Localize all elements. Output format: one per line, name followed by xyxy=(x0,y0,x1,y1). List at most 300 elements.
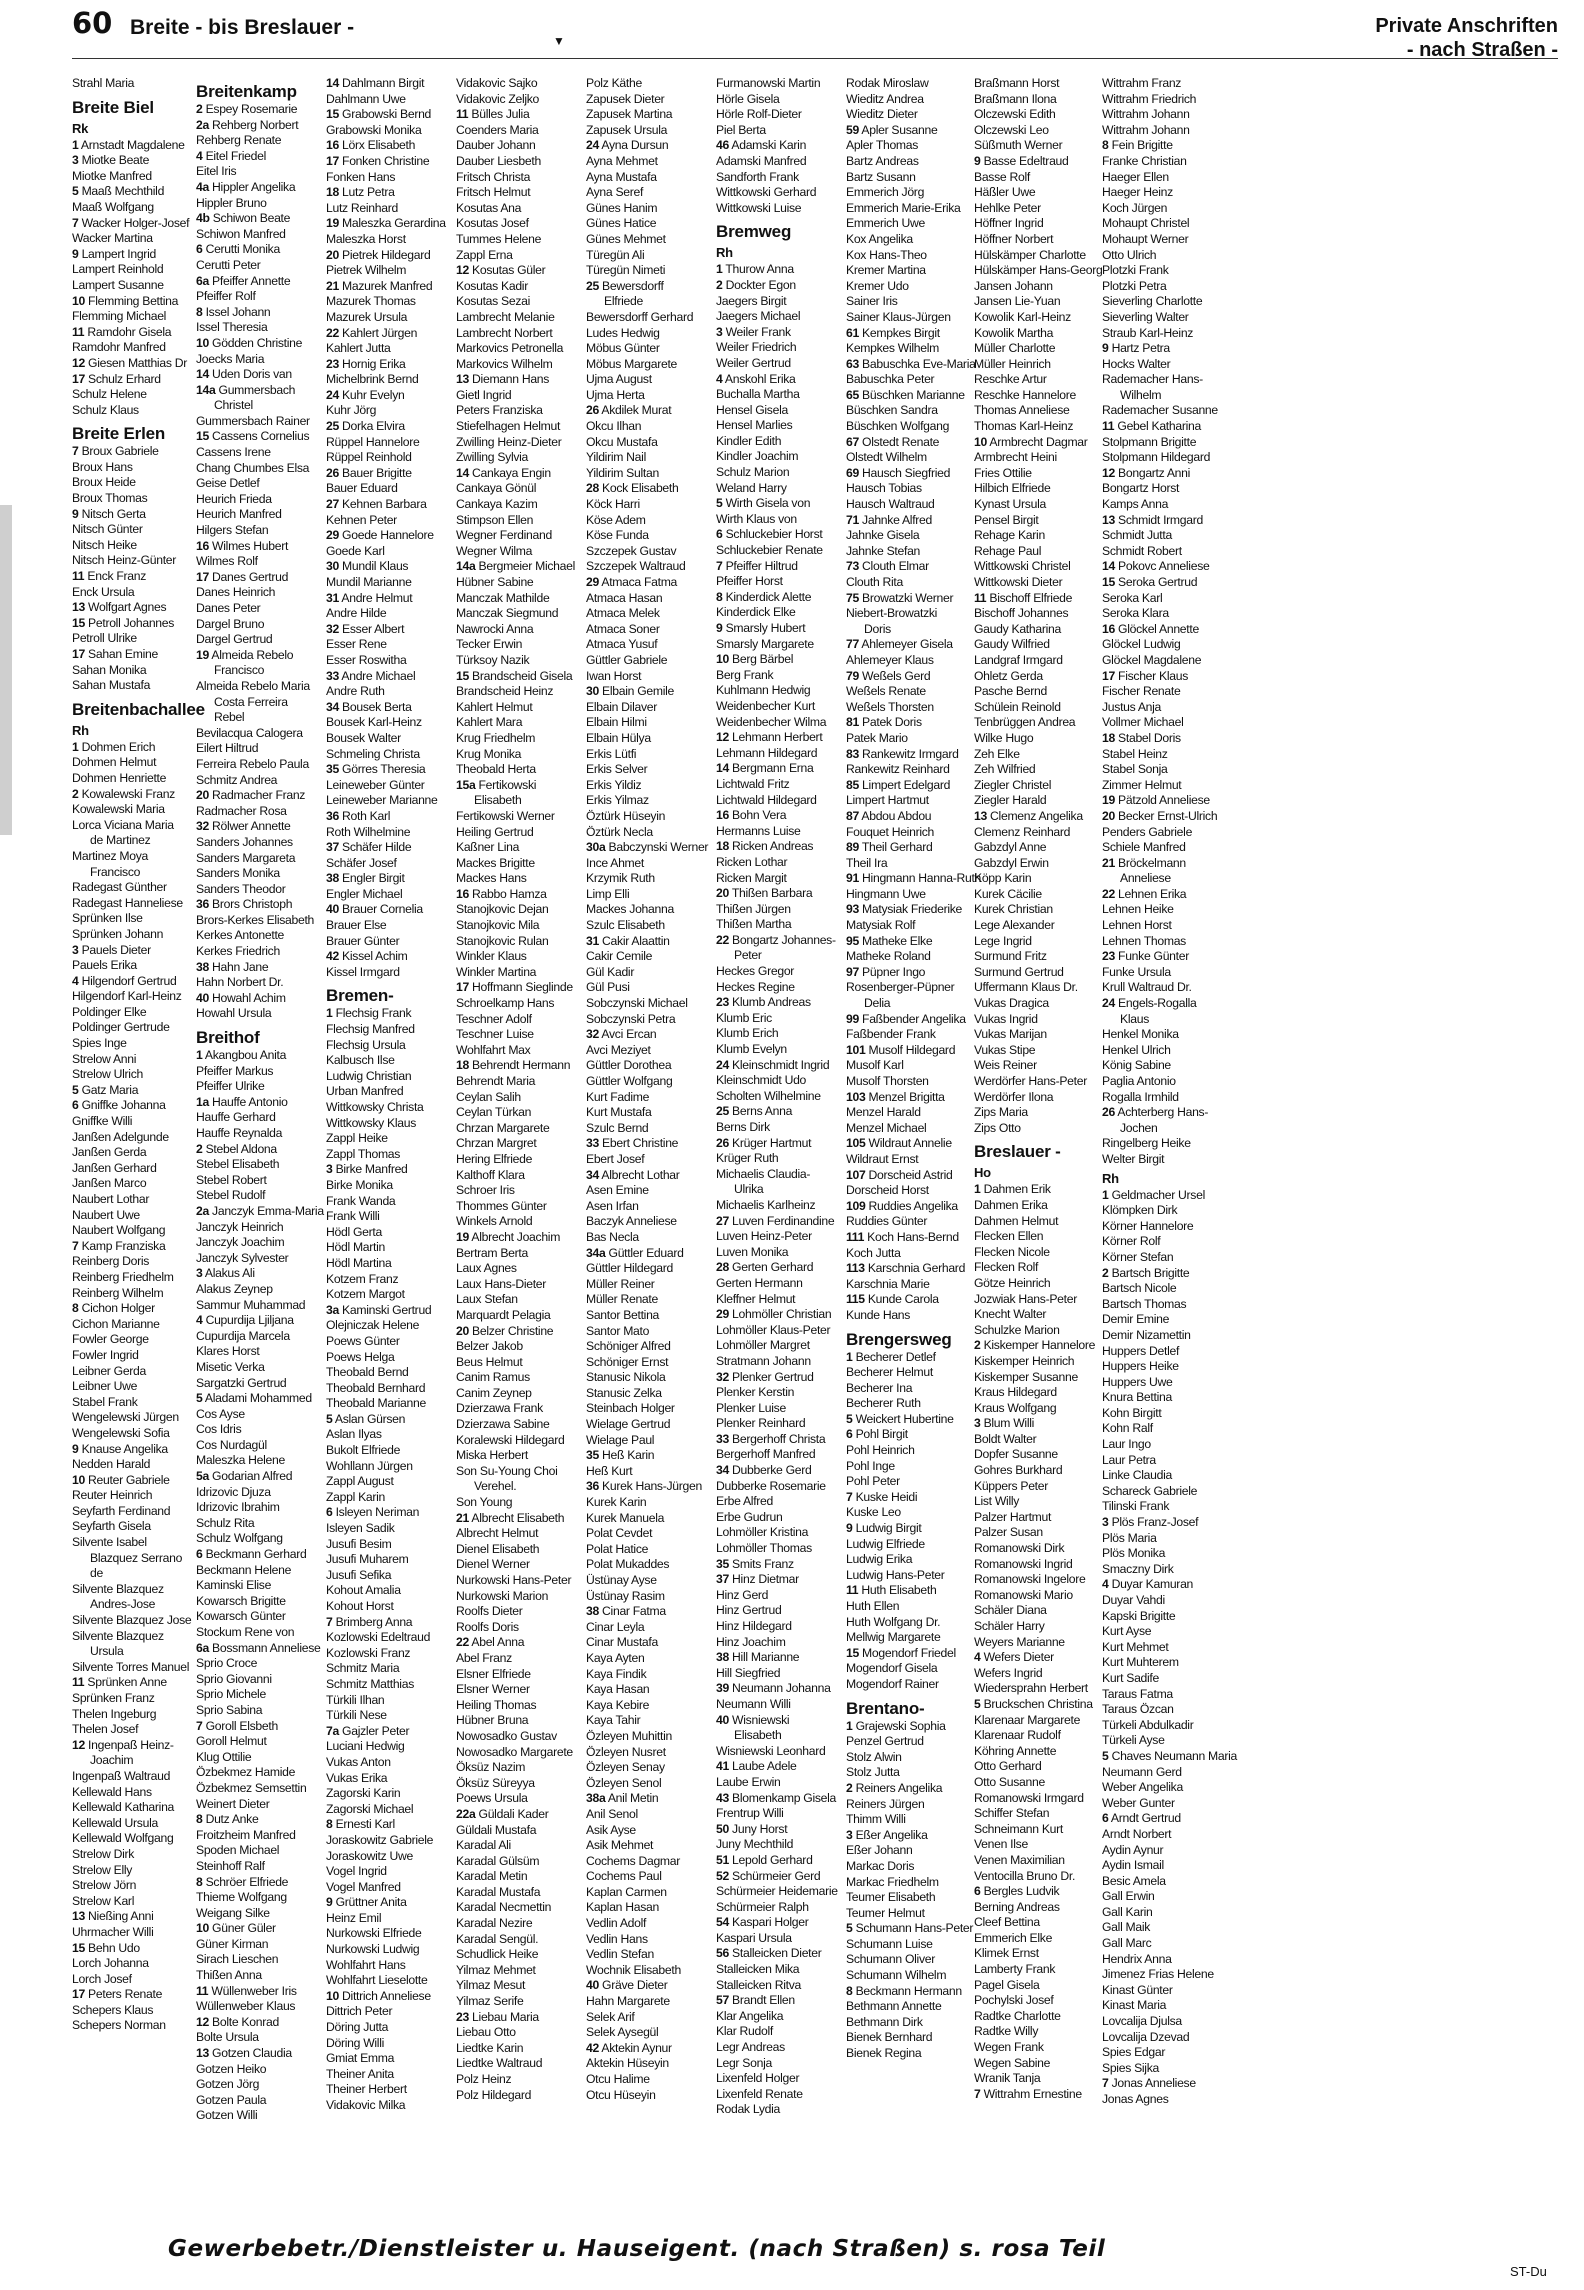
resident-entry: Hinz Hildegard xyxy=(716,1619,792,1633)
resident-entry: Radtke Willy xyxy=(974,2024,1039,2039)
resident-entry: Wefers Ingrid xyxy=(974,1665,1043,1680)
resident-entry: Janczyk Sylvester xyxy=(196,1250,289,1265)
resident-entry: Otto Susanne xyxy=(974,1774,1045,1789)
resident-entry: Kohout Horst xyxy=(326,1599,394,1613)
resident-entry: Mohaupt Werner xyxy=(1102,231,1189,246)
house-number: 12 xyxy=(716,730,729,745)
resident-entry: Zeh Elke xyxy=(974,746,1020,761)
resident-entry: 15 Mogendorf Friedel xyxy=(846,1645,956,1660)
resident-entry: Zips Maria xyxy=(974,1105,1028,1120)
house-number: 35 xyxy=(586,1448,599,1463)
resident-entry: Strelow Elly xyxy=(72,1862,133,1877)
resident-entry: Schöniger Alfred xyxy=(586,1339,671,1354)
arrow-down-icon: ▼ xyxy=(553,34,565,48)
resident-entry: Mackes Johanna xyxy=(586,902,674,917)
house-number: 79 xyxy=(846,668,859,683)
resident-entry: Bousek Walter xyxy=(326,730,401,745)
resident-entry: Nowosadko Gustav xyxy=(456,1728,557,1743)
resident-entry: Manczak Siegmund xyxy=(456,606,559,621)
resident-entry: Dahmen Helmut xyxy=(974,1213,1059,1228)
resident-entry: Basse Rolf xyxy=(974,169,1030,184)
resident-entry: Kahlert Mara xyxy=(456,715,523,730)
resident-entry: Hödl Gerta xyxy=(326,1224,382,1239)
resident-entry: Eßer Johann xyxy=(846,1843,913,1858)
resident-entry: Hermanns Luise xyxy=(716,823,801,838)
resident-entry: 10 Armbrecht Dagmar xyxy=(974,434,1088,449)
resident-entry: Markovics Wilhelm xyxy=(456,356,553,371)
resident-entry: Ayna Mustafa xyxy=(586,169,657,184)
resident-entry: Roolfs Dieter xyxy=(456,1604,523,1619)
resident-entry: Flecken Rolf xyxy=(974,1260,1039,1275)
resident-entry: Zappl Karin xyxy=(326,1489,386,1504)
district-code: Ho xyxy=(974,1165,991,1181)
house-number: 26 xyxy=(586,403,599,418)
resident-entry: Lohmöller Thomas xyxy=(716,1541,812,1556)
house-number: 4 xyxy=(974,1650,981,1665)
entry-continuation: Christel xyxy=(214,398,253,413)
resident-entry: Schudlick Heike xyxy=(456,1947,539,1962)
resident-entry: Wilke Hugo xyxy=(974,730,1034,745)
resident-entry: Klares Horst xyxy=(196,1344,260,1359)
resident-entry: Weßels Thorsten xyxy=(846,699,934,714)
house-number: 9 xyxy=(846,1521,853,1536)
resident-entry: Wielage Paul xyxy=(586,1432,655,1447)
resident-entry: Justus Anja xyxy=(1102,699,1162,714)
resident-entry: Jusufi Muharem xyxy=(326,1552,409,1567)
resident-entry: 14 Bergmann Erna xyxy=(716,761,814,776)
resident-entry: Wildraut Ernst xyxy=(846,1151,919,1166)
resident-entry: Hödl Martina xyxy=(326,1255,392,1270)
resident-entry: Stolz Jutta xyxy=(846,1765,900,1780)
house-number: 1a xyxy=(196,1094,209,1109)
resident-entry: Rehage Karin xyxy=(974,528,1045,543)
resident-entry: 17 Hoffmann Sieglinde xyxy=(456,980,573,995)
resident-entry: Krüger Ruth xyxy=(716,1151,779,1166)
resident-entry: Asen Irfan xyxy=(586,1198,639,1213)
resident-entry: 5 Maaß Mechthild xyxy=(72,184,165,199)
resident-entry: Kowalewski Maria xyxy=(72,802,165,817)
resident-entry: Ludwig Elfriede xyxy=(846,1536,925,1551)
resident-entry: 11 Gebel Katharina xyxy=(1102,419,1201,434)
resident-entry: Dauber Liesbeth xyxy=(456,153,541,168)
resident-entry: 4b Schiwon Beate xyxy=(196,211,291,226)
resident-entry: Kaya Kebire xyxy=(586,1697,650,1712)
resident-entry: Nowosadko Margarete xyxy=(456,1744,573,1759)
resident-entry: 34 Albrecht Lothar xyxy=(586,1167,680,1182)
house-number: 26 xyxy=(326,465,339,480)
resident-entry: Teumer Elisabeth xyxy=(846,1890,936,1905)
resident-entry: Günes Hatice xyxy=(586,216,657,231)
house-number: 5 xyxy=(326,1411,333,1426)
resident-entry: Haeger Ellen xyxy=(1102,169,1169,184)
resident-entry: Mackes Brigitte xyxy=(456,855,535,870)
house-number: 13 xyxy=(1102,512,1115,527)
resident-entry: Lorch Johanna xyxy=(72,1956,149,1971)
resident-entry: Iwan Horst xyxy=(586,668,642,683)
resident-entry: Janßen Adelgunde xyxy=(72,1129,169,1144)
resident-entry: Yilmaz Serife xyxy=(456,1994,524,2009)
resident-entry: Atmaca Hasan xyxy=(586,590,663,605)
resident-entry: Zapusek Ursula xyxy=(586,122,668,137)
resident-entry: Hingmann Uwe xyxy=(846,886,926,901)
resident-entry: 85 Limpert Edelgard xyxy=(846,777,951,792)
resident-entry: Alakus Zeynep xyxy=(196,1281,273,1296)
resident-entry: Son Young xyxy=(456,1495,513,1510)
resident-entry: Spoden Michael xyxy=(196,1843,280,1858)
resident-entry: Laux Stefan xyxy=(456,1292,518,1307)
resident-entry: Hülskämper Hans-Georg xyxy=(974,263,1103,278)
house-number: 34 xyxy=(326,699,339,714)
resident-entry: Canim Zeynep xyxy=(456,1385,532,1400)
house-number: 5 xyxy=(72,1082,79,1097)
house-number: 32 xyxy=(716,1369,729,1384)
resident-entry: Andre Ruth xyxy=(326,684,385,699)
resident-entry: Polz Hildegard xyxy=(456,2087,532,2102)
resident-entry: Sprio Michele xyxy=(196,1687,266,1702)
resident-entry: 11 Sprünken Anne xyxy=(72,1675,167,1690)
house-number: 83 xyxy=(846,746,859,761)
house-number: 16 xyxy=(1102,621,1115,636)
resident-entry: Stanusic Nikola xyxy=(586,1370,666,1385)
resident-entry: 15 Cassens Cornelius xyxy=(196,429,310,444)
house-number: 15 xyxy=(846,1645,859,1660)
resident-entry: 93 Matysiak Friederike xyxy=(846,902,963,917)
resident-entry: Stockum Rene von xyxy=(196,1625,295,1639)
house-number: 103 xyxy=(846,1089,866,1104)
resident-entry: Gall Erwin xyxy=(1102,1889,1155,1904)
resident-entry: Chrzan Margret xyxy=(456,1136,537,1151)
resident-entry: Pfeiffer Rolf xyxy=(196,289,256,304)
resident-entry: Ludwig Erika xyxy=(846,1552,913,1567)
house-number: 57 xyxy=(716,1993,729,2008)
resident-entry: 15a Fertikowski xyxy=(456,777,537,792)
resident-entry: Jansen Lie-Yuan xyxy=(974,294,1061,309)
house-number: 65 xyxy=(846,387,859,402)
house-number: 7 xyxy=(72,215,79,230)
house-number: 8 xyxy=(72,1301,79,1316)
house-number: 30a xyxy=(586,840,606,855)
resident-entry: Brauer Günter xyxy=(326,933,400,948)
house-number: 4 xyxy=(72,973,79,988)
house-number: 63 xyxy=(846,356,859,371)
resident-entry: Heurich Manfred xyxy=(196,507,282,522)
resident-entry: Hauffe Gerhard xyxy=(196,1110,276,1125)
resident-entry: 13 Clemenz Angelika xyxy=(974,808,1083,823)
resident-entry: Özbekmez Semsettin xyxy=(196,1780,307,1795)
resident-entry: Elbain Dilaver xyxy=(586,699,657,714)
resident-entry: Weyers Marianne xyxy=(974,1634,1065,1649)
resident-entry: Wochnik Elisabeth xyxy=(586,1962,681,1977)
resident-entry: 20 Radmacher Franz xyxy=(196,788,306,803)
resident-entry: Rosenberger-Püpner xyxy=(846,980,955,995)
entry-continuation: Elfriede xyxy=(604,294,643,309)
house-number: 1 xyxy=(846,1349,853,1364)
resident-entry: Fonken Hans xyxy=(326,169,396,184)
resident-entry: 19 Albrecht Joachim xyxy=(456,1229,561,1244)
listing-column xyxy=(974,76,1103,2206)
resident-entry: Süßmuth Werner xyxy=(974,138,1063,153)
resident-entry: 27 Kehnen Barbara xyxy=(326,497,427,512)
resident-entry: Kellewald Wolfgang xyxy=(72,1831,174,1846)
resident-entry: Henkel Monika xyxy=(1102,1027,1179,1042)
resident-entry: Lehnen Thomas xyxy=(1102,933,1186,948)
resident-entry: Venen Maximilian xyxy=(974,1852,1065,1867)
resident-entry: Michaelis Claudia- xyxy=(716,1166,811,1181)
resident-entry: 1 Thurow Anna xyxy=(716,262,794,277)
resident-entry: 81 Patek Doris xyxy=(846,715,922,730)
street-heading: Breithof xyxy=(196,1028,260,1048)
resident-entry: Stolpmann Brigitte xyxy=(1102,434,1197,449)
house-number: 17 xyxy=(1102,668,1115,683)
resident-entry: Theobald Bernd xyxy=(326,1365,409,1380)
resident-entry: Müller Charlotte xyxy=(974,341,1056,356)
resident-entry: Hörle Rolf-Dieter xyxy=(716,107,802,122)
resident-entry: 8 Beckmann Hermann xyxy=(846,1983,962,1998)
resident-entry: Beus Helmut xyxy=(456,1354,523,1369)
resident-entry: Schulz Marion xyxy=(716,465,790,480)
resident-entry: Avci Meziyet xyxy=(586,1042,651,1057)
resident-entry: 24 Kuhr Evelyn xyxy=(326,387,405,402)
resident-entry: 4 Hilgendorf Gertrud xyxy=(72,973,177,988)
resident-entry: Schulz Wolfgang xyxy=(196,1531,283,1546)
resident-entry: Kohout Amalia xyxy=(326,1583,401,1598)
resident-entry: Stimpson Ellen xyxy=(456,512,534,527)
resident-entry: Vidakovic Sajko xyxy=(456,76,538,90)
house-number: 6 xyxy=(974,1884,981,1899)
resident-entry: Vedlin Stefan xyxy=(586,1947,654,1962)
resident-entry: Kehnen Peter xyxy=(326,512,397,527)
house-number: 1 xyxy=(196,1048,203,1063)
resident-entry: Elbain Hilmi xyxy=(586,715,647,730)
resident-entry: Furmanowski Martin xyxy=(716,76,821,90)
resident-entry: 14 Dahlmann Birgit xyxy=(326,76,425,90)
house-number: 22 xyxy=(326,325,339,340)
house-number: 40 xyxy=(586,1978,599,1993)
resident-entry: Berns Dirk xyxy=(716,1120,770,1134)
resident-entry: Liedtke Karin xyxy=(456,2040,524,2055)
resident-entry: 3a Kaminski Gertrud xyxy=(326,1302,432,1317)
house-number: 15 xyxy=(196,429,209,444)
resident-entry: Lovcalija Djulsa xyxy=(1102,2014,1182,2029)
resident-entry: Heckes Regine xyxy=(716,979,795,994)
resident-entry: Klumb Erich xyxy=(716,1026,779,1041)
house-number: 34 xyxy=(586,1167,599,1182)
resident-entry: 2a Janczyk Emma-Maria xyxy=(196,1203,324,1218)
resident-entry: 4 Eitel Friedel xyxy=(196,148,267,163)
resident-entry: Lehnen Horst xyxy=(1102,918,1172,933)
resident-entry: Kerkes Antonette xyxy=(196,928,285,943)
resident-entry: Jaegers Michael xyxy=(716,309,801,324)
resident-entry: Szulc Bernd xyxy=(586,1120,649,1135)
resident-entry: Hinz Gertrud xyxy=(716,1603,782,1618)
resident-entry: Romanowski Irmgard xyxy=(974,1790,1084,1805)
resident-entry: Tecker Erwin xyxy=(456,637,523,652)
resident-entry: Kowarsch Günter xyxy=(196,1609,286,1624)
resident-entry: Öztürk Hüseyin xyxy=(586,808,666,823)
resident-entry: Almeida Rebelo Maria xyxy=(196,678,310,693)
resident-entry: Dahlmann Uwe xyxy=(326,91,406,106)
resident-entry: 6a Pfeiffer Annette xyxy=(196,273,291,288)
house-number: 5 xyxy=(72,184,79,199)
house-number: 40 xyxy=(196,990,209,1005)
resident-entry: 40 Howahl Achim xyxy=(196,990,286,1005)
resident-entry: 97 Püpner Ingo xyxy=(846,964,926,979)
house-number: 9 xyxy=(72,1441,79,1456)
resident-entry: Schroelkamp Hans xyxy=(456,996,555,1011)
resident-entry: 26 Achterberg Hans- xyxy=(1102,1105,1209,1120)
resident-entry: Lutz Reinhard xyxy=(326,200,398,215)
resident-entry: Nedden Harald xyxy=(72,1457,151,1472)
resident-entry: 19 Pätzold Anneliese xyxy=(1102,793,1210,808)
resident-entry: Bukolt Elfriede xyxy=(326,1443,401,1458)
resident-entry: Pohl Inge xyxy=(846,1458,895,1473)
resident-entry: 8 Schröer Elfriede xyxy=(196,1874,289,1889)
resident-entry: Schürmeier Heidemarie xyxy=(716,1884,838,1899)
house-number: 16 xyxy=(326,138,339,153)
entry-continuation: Francisco xyxy=(214,663,265,678)
resident-entry: Tilinski Frank xyxy=(1102,1499,1170,1514)
resident-entry: Seyfarth Ferdinand xyxy=(72,1503,171,1518)
resident-entry: 13 Wolfgart Agnes xyxy=(72,600,167,615)
resident-entry: Üstünay Rasim xyxy=(586,1588,665,1603)
resident-entry: Mogendorf Gisela xyxy=(846,1661,938,1676)
house-number: 18 xyxy=(716,839,729,854)
resident-entry: Wohllann Jürgen xyxy=(326,1458,413,1473)
resident-entry: Klar Angelika xyxy=(716,2008,784,2023)
resident-entry: Seroka Karl xyxy=(1102,590,1163,605)
entry-continuation: Verehel. xyxy=(474,1479,517,1494)
resident-entry: Fischer Renate xyxy=(1102,684,1181,699)
resident-entry: Rogalla Irmhild xyxy=(1102,1089,1179,1104)
resident-entry: 75 Browatzki Werner xyxy=(846,590,954,605)
resident-entry: 29 Atmaca Fatma xyxy=(586,575,678,589)
resident-entry: Michaelis Karlheinz xyxy=(716,1197,816,1212)
resident-entry: Wittkowsky Christa xyxy=(326,1100,424,1114)
resident-entry: 34 Dubberke Gerd xyxy=(716,1463,812,1478)
resident-entry: Emmerich Marie-Erika xyxy=(846,200,961,215)
resident-entry: Naubert Uwe xyxy=(72,1207,140,1222)
resident-entry: Emmerich Jörg xyxy=(846,185,925,200)
resident-entry: Özleyen Muhittin xyxy=(586,1728,672,1743)
resident-entry: Karadal Sengül. xyxy=(456,1931,539,1946)
house-number: 2 xyxy=(974,1338,981,1353)
resident-entry: 14a Gummersbach xyxy=(196,382,296,397)
resident-entry: 73 Clouth Elmar xyxy=(846,559,929,574)
resident-entry: Schäfer Josef xyxy=(326,855,397,870)
resident-entry: Thißen Martha xyxy=(716,917,792,932)
resident-entry: Markac Doris xyxy=(846,1858,915,1873)
resident-entry: 8 Fein Brigitte xyxy=(1102,138,1173,153)
resident-entry: Maaß Wolfgang xyxy=(72,199,154,214)
resident-entry: Flecken Nicole xyxy=(974,1244,1050,1259)
resident-entry: 11 Wüllenweber Iris xyxy=(196,1983,297,1998)
resident-entry: Canim Ramus xyxy=(456,1370,530,1385)
resident-entry: Wieditz Andrea xyxy=(846,91,924,106)
resident-entry: 38 Cinar Fatma xyxy=(586,1604,666,1619)
resident-entry: 91 Hingmann Hanna-Ruth xyxy=(846,871,982,886)
resident-entry: 115 Kunde Carola xyxy=(846,1292,939,1307)
resident-entry: 103 Menzel Brigitta xyxy=(846,1089,945,1104)
resident-entry: 18 Behrendt Hermann xyxy=(456,1058,571,1073)
resident-entry: Neumann Willi xyxy=(716,1696,791,1711)
house-number: 21 xyxy=(326,278,339,293)
resident-entry: 40 Gräve Dieter xyxy=(586,1978,668,1993)
resident-entry: Uhrmacher Willi xyxy=(72,1924,154,1939)
house-number: 37 xyxy=(716,1572,729,1587)
resident-entry: Legr Andreas xyxy=(716,2040,785,2055)
house-number: 20 xyxy=(456,1323,469,1338)
resident-entry: 22a Güldali Kader xyxy=(456,1806,549,1821)
resident-entry: 57 Brandt Ellen xyxy=(716,1993,795,2008)
resident-entry: 3 Miotke Beate xyxy=(72,153,150,168)
resident-entry: 59 Apler Susanne xyxy=(846,122,938,137)
resident-entry: Pochylski Josef xyxy=(974,1993,1054,2008)
house-number: 13 xyxy=(196,2046,209,2061)
resident-entry: Jusufi Sefika xyxy=(326,1567,392,1582)
resident-entry: Vidakovic Milka xyxy=(326,2098,406,2112)
resident-entry: Apler Thomas xyxy=(846,138,919,153)
resident-entry: 5 Wirth Gisela von xyxy=(716,496,811,511)
resident-entry: Selek Aysegül xyxy=(586,2025,659,2040)
resident-entry: Clouth Rita xyxy=(846,575,903,589)
house-number: 32 xyxy=(326,621,339,636)
house-number: 11 xyxy=(846,1583,859,1598)
resident-entry: Vukas Erika xyxy=(326,1770,388,1785)
house-number: 19 xyxy=(1102,793,1115,808)
house-number: 4 xyxy=(196,148,203,163)
house-number: 13 xyxy=(974,808,987,823)
resident-entry: 34a Güttler Eduard xyxy=(586,1245,684,1260)
resident-entry: Glöckel Ludwig xyxy=(1102,637,1181,652)
resident-entry: Karadal Gülsüm xyxy=(456,1853,540,1868)
resident-entry: Peters Franziska xyxy=(456,403,543,418)
resident-entry: Kurek Manuela xyxy=(586,1510,665,1525)
resident-entry: Asik Mehmet xyxy=(586,1838,654,1853)
house-number: 9 xyxy=(1102,341,1109,356)
resident-entry: Erkis Yildiz xyxy=(586,777,642,792)
resident-entry: Ventocilla Bruno Dr. xyxy=(974,1868,1076,1883)
resident-entry: Hausch Waltraud xyxy=(846,497,935,512)
house-number: 3 xyxy=(326,1162,333,1177)
resident-entry: Schmidt Robert xyxy=(1102,543,1182,558)
resident-entry: Olejniczak Helene xyxy=(326,1318,420,1333)
resident-entry: Paglia Antonio xyxy=(1102,1074,1176,1088)
house-number: 4a xyxy=(196,179,209,194)
house-number: 28 xyxy=(716,1260,729,1275)
resident-entry: 7 Brimberg Anna xyxy=(326,1614,413,1629)
resident-entry: Wittkowski Gerhard xyxy=(716,185,817,200)
resident-entry: Sieverling Walter xyxy=(1102,309,1189,324)
house-number: 8 xyxy=(326,1817,333,1832)
resident-entry: Santor Mato xyxy=(586,1323,650,1338)
resident-entry: Okcu Mustafa xyxy=(586,434,658,449)
house-number: 6 xyxy=(1102,1811,1109,1826)
resident-entry: Günes Hanim xyxy=(586,200,658,215)
resident-entry: 109 Ruddies Angelika xyxy=(846,1198,958,1213)
house-number: 59 xyxy=(846,122,859,137)
resident-entry: Braßmann Horst xyxy=(974,76,1060,90)
resident-entry: Nitsch Günter xyxy=(72,522,143,537)
resident-entry: Krzymik Ruth xyxy=(586,871,655,886)
resident-entry: Gül Pusi xyxy=(586,980,630,995)
house-number: 11 xyxy=(72,324,85,339)
entry-continuation: Rebel xyxy=(214,710,245,725)
resident-entry: Becherer Ina xyxy=(846,1380,913,1395)
house-number: 22 xyxy=(1102,886,1115,901)
resident-entry: Thißen Anna xyxy=(196,1968,262,1983)
house-number: 30 xyxy=(586,684,599,699)
resident-entry: Limp Elli xyxy=(586,886,630,901)
